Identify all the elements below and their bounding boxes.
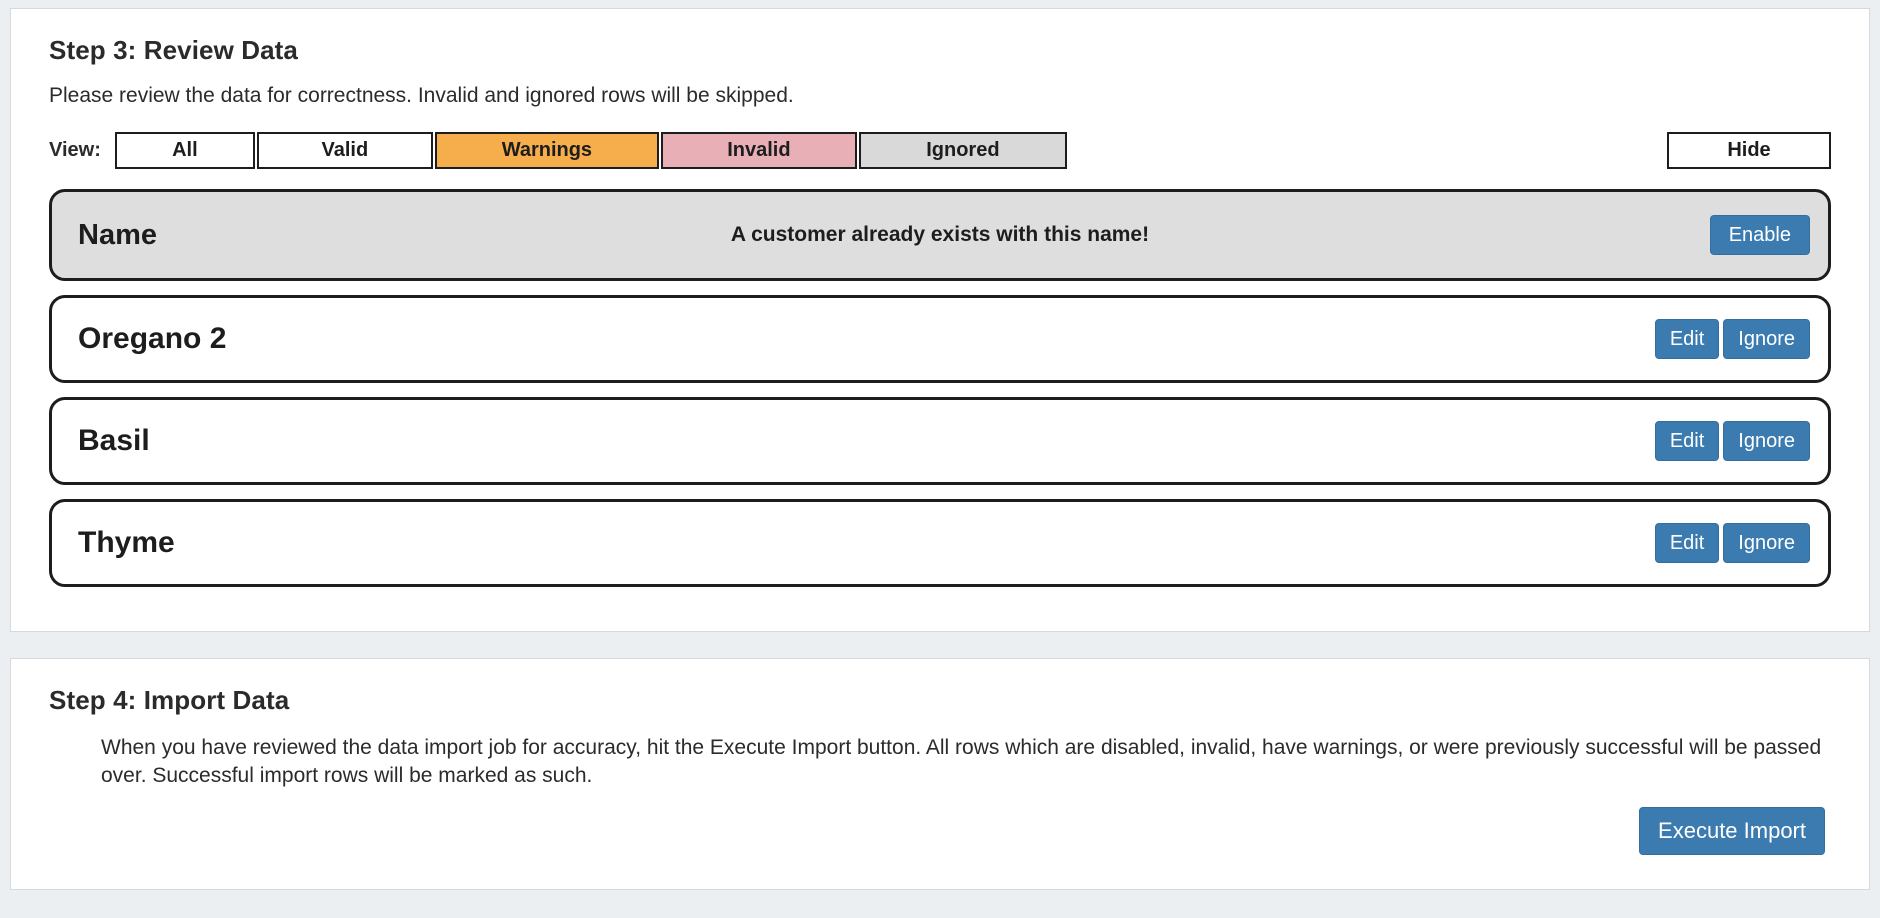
step-4-title: Step 4: Import Data: [49, 685, 290, 715]
edit-button[interactable]: Edit: [1655, 523, 1719, 563]
step-4-panel: [10, 658, 1870, 890]
row-actions: [1655, 523, 1810, 563]
ignore-button[interactable]: Ignore: [1723, 523, 1810, 563]
row-name: Thyme: [78, 526, 175, 559]
step-3-title: Step 3: Review Data: [49, 35, 298, 65]
step-4-description: When you have reviewed the data import job for accuracy, hit the Execute Import button. All rows which are disabled, invalid, have warnings, or were previously successful will be passed over. Successful import rows will be marked as such.: [101, 736, 1822, 788]
row-actions: [1655, 421, 1810, 461]
filter-button-all[interactable]: All: [115, 132, 255, 169]
hide-button[interactable]: Hide: [1667, 132, 1831, 169]
filter-button-ignored[interactable]: Ignored: [859, 132, 1067, 169]
header-row-actions: [1710, 215, 1810, 255]
edit-button[interactable]: Edit: [1655, 319, 1719, 359]
table-row: [49, 499, 1831, 587]
step-4-actions: [49, 807, 1831, 855]
table-row-header: [49, 189, 1831, 281]
view-filter-label: View:: [49, 139, 101, 161]
header-row-name: Name: [78, 218, 157, 251]
row-name: Oregano 2: [78, 322, 227, 355]
filter-button-valid[interactable]: Valid: [257, 132, 433, 169]
filter-button-invalid[interactable]: Invalid: [661, 132, 857, 169]
ignore-button[interactable]: Ignore: [1723, 421, 1810, 461]
view-filter-bar: [49, 132, 1831, 169]
header-row-message: A customer already exists with this name!: [730, 223, 1150, 246]
ignore-button[interactable]: Ignore: [1723, 319, 1810, 359]
filter-button-warnings[interactable]: Warnings: [435, 132, 659, 169]
table-row: [49, 397, 1831, 485]
edit-button[interactable]: Edit: [1655, 421, 1719, 461]
step-3-panel: [10, 8, 1870, 632]
row-actions: [1655, 319, 1810, 359]
table-row: [49, 295, 1831, 383]
row-name: Basil: [78, 424, 150, 457]
enable-button[interactable]: Enable: [1710, 215, 1810, 255]
step-3-description: Please review the data for correctness. Invalid and ignored rows will be skipped.: [49, 84, 794, 107]
execute-import-button[interactable]: Execute Import: [1639, 807, 1825, 855]
